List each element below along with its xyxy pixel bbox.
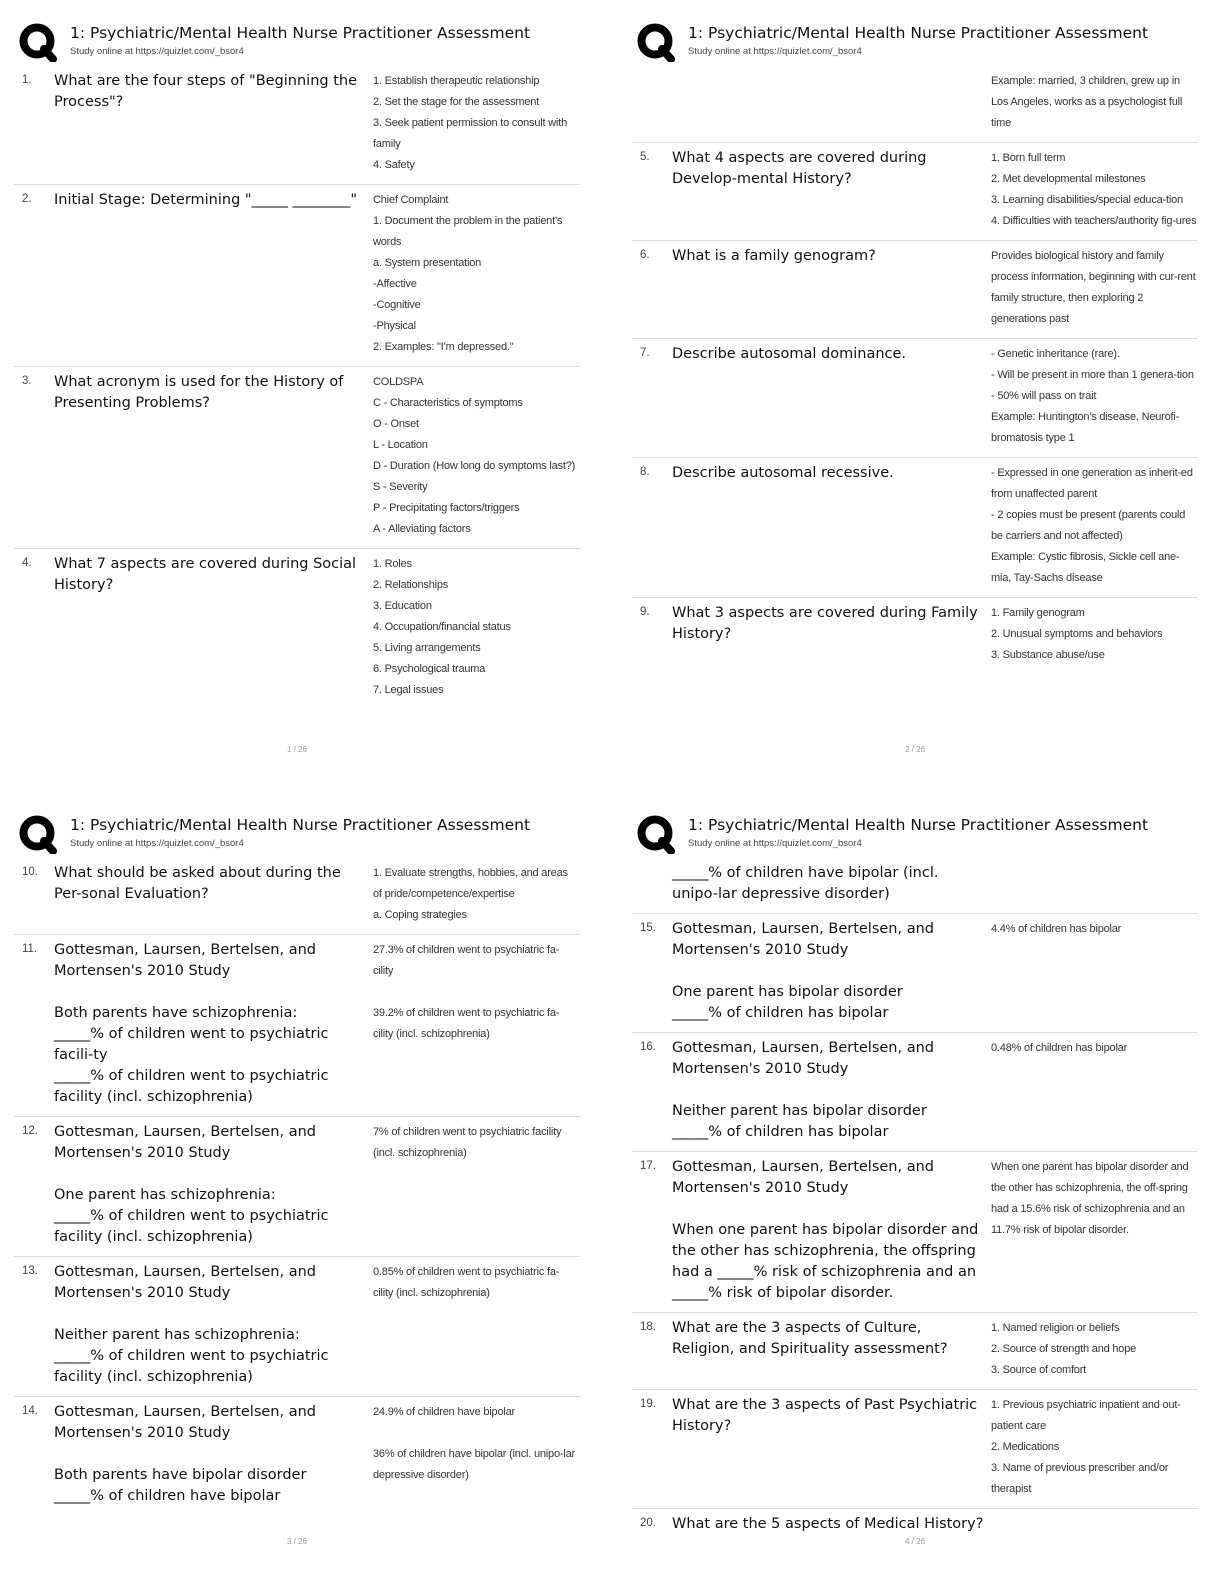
card-question: What is a family genogram? bbox=[672, 248, 876, 264]
page-2 bbox=[632, 14, 1212, 774]
card-row bbox=[632, 241, 1198, 339]
card-row bbox=[14, 185, 580, 367]
study-link[interactable]: Study online at https://quizlet.com/_bsor4 bbox=[688, 838, 862, 849]
card-number: 20. bbox=[640, 1517, 656, 1529]
card-question: Gottesman, Laursen, Bertelsen, and Mortensen's 2010 Study Neither parent has bipolar disorder _____% of children has bipolar bbox=[672, 1040, 934, 1140]
card-row-continued bbox=[632, 858, 1198, 914]
card-answer: Example: married, 3 children, grew up in Los Angeles, works as a psychologist full time bbox=[991, 75, 1185, 129]
card-answer: 27.3% of children went to psychiatric fa-cility 39.2% of children went to psychiatric fa-cility (incl. schizophrenia) bbox=[373, 944, 560, 1040]
card-number: 2. bbox=[22, 193, 32, 205]
card-question: What are the 3 aspects of Culture, Religion, and Spirituality assessment? bbox=[672, 1320, 948, 1357]
card-number: 13. bbox=[22, 1265, 38, 1277]
card-question: Gottesman, Laursen, Bertelsen, and Mortensen's 2010 Study Both parents have schizophrenia: _____% of children went to psychiatric facili-ty _____% of children went to psychiatric facility (incl. schizophrenia) bbox=[54, 942, 329, 1105]
card-number: 18. bbox=[640, 1321, 656, 1333]
card-row bbox=[14, 367, 580, 549]
card-question: What acronym is used for the History of Presenting Problems? bbox=[54, 374, 348, 411]
card-answer: 24.9% of children have bipolar 36% of children have bipolar (incl. unipo-lar depressive disorder) bbox=[373, 1406, 575, 1481]
card-number: 14. bbox=[22, 1405, 38, 1417]
card-question: What are the four steps of "Beginning the Process"? bbox=[54, 73, 362, 110]
card-number: 8. bbox=[640, 466, 650, 478]
card-list bbox=[14, 66, 580, 709]
card-answer: 1. Roles 2. Relationships 3. Education 4. Occupation/financial status 5. Living arrangements 6. Psychological trauma 7. Legal issues bbox=[373, 558, 511, 696]
card-row bbox=[632, 339, 1198, 458]
page-3 bbox=[14, 806, 594, 1566]
card-row bbox=[632, 1390, 1198, 1509]
card-number: 1. bbox=[22, 74, 32, 86]
card-number: 17. bbox=[640, 1160, 656, 1172]
study-link[interactable]: Study online at https://quizlet.com/_bsor4 bbox=[70, 838, 244, 849]
card-list bbox=[632, 66, 1198, 674]
card-answer: COLDSPA C - Characteristics of symptoms O - Onset L - Location D - Duration (How long do symptoms last?) S - Severity P - Precipitating factors/triggers A - Alleviating factors bbox=[373, 376, 576, 535]
quizlet-logo-icon bbox=[18, 814, 58, 854]
page-header bbox=[18, 812, 590, 856]
card-answer: 1. Evaluate strengths, hobbies, and areas of pride/competence/expertise a. Coping strategies bbox=[373, 867, 568, 921]
card-question: What 3 aspects are covered during Family History? bbox=[672, 605, 983, 642]
page-title: 1: Psychiatric/Mental Health Nurse Practitioner Assessment bbox=[688, 816, 1149, 834]
card-answer bbox=[991, 1514, 1197, 1535]
study-link[interactable]: Study online at https://quizlet.com/_bsor4 bbox=[70, 46, 244, 57]
quizlet-logo-icon bbox=[636, 814, 676, 854]
card-question: Gottesman, Laursen, Bertelsen, and Mortensen's 2010 Study Both parents have bipolar disorder _____% of children have bipolar bbox=[54, 1404, 316, 1504]
card-answer: 4.4% of children has bipolar bbox=[991, 923, 1122, 935]
card-question: Gottesman, Laursen, Bertelsen, and Mortensen's 2010 Study One parent has bipolar disorder _____% of children has bipolar bbox=[672, 921, 934, 1021]
card-answer: 0.48% of children has bipolar bbox=[991, 1042, 1128, 1054]
card-number: 11. bbox=[22, 943, 38, 955]
card-question: Gottesman, Laursen, Bertelsen, and Mortensen's 2010 Study One parent has schizophrenia: _____% of children went to psychiatric facility (incl. schizophrenia) bbox=[54, 1124, 329, 1245]
quizlet-logo-icon bbox=[636, 22, 676, 62]
card-question: _____% of children have bipolar (incl. unipo-lar depressive disorder) bbox=[672, 865, 944, 902]
card-row bbox=[632, 143, 1198, 241]
card-number: 16. bbox=[640, 1041, 656, 1053]
card-row bbox=[632, 914, 1198, 1033]
card-row bbox=[14, 858, 580, 935]
card-number: 12. bbox=[22, 1125, 38, 1137]
card-answer: When one parent has bipolar disorder and the other has schizophrenia, the off-spring had a 15.6% risk of schizophrenia and an 11.7% risk of bipolar disorder. bbox=[991, 1161, 1192, 1236]
card-row-continued bbox=[632, 66, 1198, 143]
page-header bbox=[636, 20, 1208, 64]
card-answer: 1. Born full term 2. Met developmental milestones 3. Learning disabilities/special educa-tion 4. Difficulties with teachers/authority fig-ures bbox=[991, 152, 1197, 227]
card-answer: 7% of children went to psychiatric facility (incl. schizophrenia) bbox=[373, 1126, 565, 1159]
card-row bbox=[14, 935, 580, 1117]
card-row bbox=[632, 1033, 1198, 1152]
card-answer: Chief Complaint 1. Document the problem in the patient's words a. System presentation -Affective -Cognitive -Physical 2. Examples: "I'm depressed." bbox=[373, 194, 563, 353]
card-number: 6. bbox=[640, 249, 650, 261]
card-question: What 4 aspects are covered during Develop-mental History? bbox=[672, 150, 932, 187]
card-row bbox=[14, 1117, 580, 1257]
card-answer: - Genetic inheritance (rare). - Will be present in more than 1 genera-tion - 50% will pass on trait Example: Huntington's disease, Neurofi-bromatosis type 1 bbox=[991, 348, 1194, 444]
page-number: 1 / 26 bbox=[286, 745, 307, 754]
card-number: 19. bbox=[640, 1398, 656, 1410]
page-header bbox=[636, 812, 1208, 856]
card-row bbox=[14, 549, 580, 709]
card-answer: 1. Named religion or beliefs 2. Source of strength and hope 3. Source of comfort bbox=[991, 1322, 1137, 1376]
card-question: Describe autosomal dominance. bbox=[672, 346, 907, 362]
card-answer: 1. Family genogram 2. Unusual symptoms and behaviors 3. Substance abuse/use bbox=[991, 607, 1163, 661]
card-number: 3. bbox=[22, 375, 32, 387]
card-number: 7. bbox=[640, 347, 650, 359]
page-number: 3 / 26 bbox=[286, 1537, 307, 1546]
page-title: 1: Psychiatric/Mental Health Nurse Practitioner Assessment bbox=[688, 24, 1149, 42]
card-row bbox=[14, 66, 580, 185]
card-question: Gottesman, Laursen, Bertelsen, and Mortensen's 2010 Study Neither parent has schizophrenia: _____% of children went to psychiatric facility (incl. schizophrenia) bbox=[54, 1264, 329, 1385]
page-number: 2 / 26 bbox=[904, 745, 925, 754]
page-number: 4 / 26 bbox=[904, 1537, 925, 1546]
card-number: 4. bbox=[22, 557, 32, 569]
page-4 bbox=[632, 806, 1212, 1566]
study-link[interactable]: Study online at https://quizlet.com/_bsor4 bbox=[688, 46, 862, 57]
page-title: 1: Psychiatric/Mental Health Nurse Practitioner Assessment bbox=[70, 816, 531, 834]
card-row bbox=[14, 1257, 580, 1397]
card-answer: Provides biological history and family process information, beginning with cur-rent family structure, then exploring 2 generations past bbox=[991, 250, 1199, 325]
card-question: What should be asked about during the Per-sonal Evaluation? bbox=[54, 865, 346, 902]
card-question: Gottesman, Laursen, Bertelsen, and Mortensen's 2010 Study When one parent has bipolar disorder and the other has schizophrenia, the offspring had a _____% risk of schizophrenia and an _____% risk of bipolar disorder. bbox=[672, 1159, 979, 1301]
page-1 bbox=[14, 14, 594, 774]
page-header bbox=[18, 20, 590, 64]
card-question: Describe autosomal recessive. bbox=[672, 465, 894, 481]
card-answer: 1. Previous psychiatric inpatient and out-patient care 2. Medications 3. Name of previous prescriber and/or therapist bbox=[991, 1399, 1181, 1495]
card-answer: 0.85% of children went to psychiatric fa-cility (incl. schizophrenia) bbox=[373, 1266, 560, 1299]
card-question: What 7 aspects are covered during Social History? bbox=[54, 556, 361, 593]
card-list bbox=[14, 858, 580, 1515]
page-title: 1: Psychiatric/Mental Health Nurse Practitioner Assessment bbox=[70, 24, 531, 42]
card-number: 15. bbox=[640, 922, 656, 934]
card-row bbox=[632, 598, 1198, 674]
card-number: 9. bbox=[640, 606, 650, 618]
card-question: What are the 5 aspects of Medical History? bbox=[672, 1516, 984, 1532]
card-row bbox=[14, 1397, 580, 1515]
card-answer: 1. Establish therapeutic relationship 2. Set the stage for the assessment 3. Seek patient permission to consult with family 4. Safety bbox=[373, 75, 567, 171]
card-number: 10. bbox=[22, 866, 38, 878]
card-answer: - Expressed in one generation as inherit-ed from unaffected parent - 2 copies must be present (parents could be carriers and not affected) Example: Cystic fibrosis, Sickle cell ane-mia, Tay-Sachs disease bbox=[991, 467, 1193, 584]
card-list bbox=[632, 858, 1198, 1543]
card-row bbox=[632, 458, 1198, 598]
card-question: What are the 3 aspects of Past Psychiatric History? bbox=[672, 1397, 982, 1434]
card-question: Initial Stage: Determining "_____ ________" bbox=[54, 192, 358, 208]
card-row bbox=[632, 1152, 1198, 1313]
card-number: 5. bbox=[640, 151, 650, 163]
card-row bbox=[632, 1313, 1198, 1390]
quizlet-logo-icon bbox=[18, 22, 58, 62]
